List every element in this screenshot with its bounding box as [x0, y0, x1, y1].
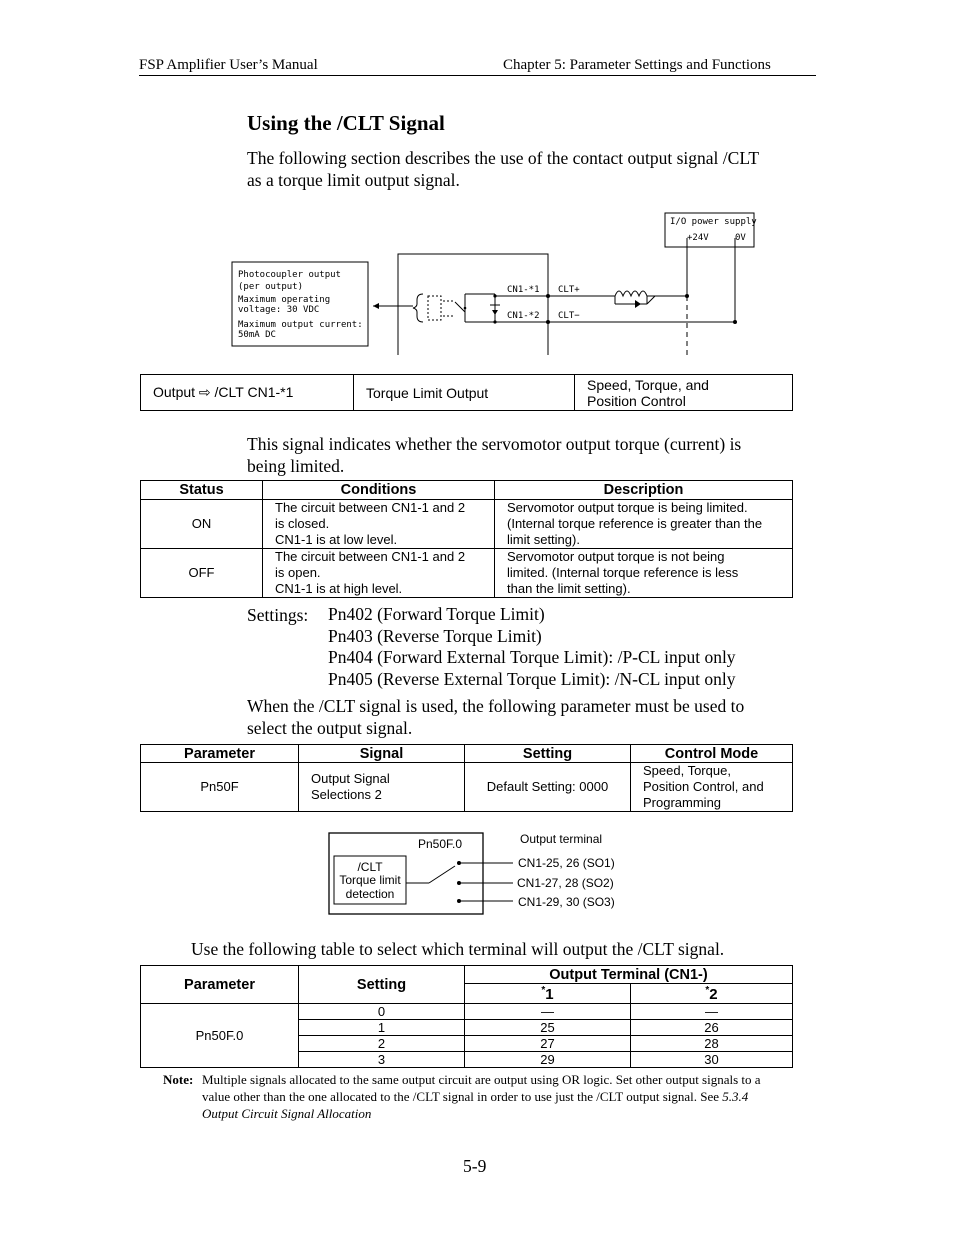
output-circuit-diagram [225, 208, 760, 358]
description-on: Servomotor output torque is being limited. (Internal torque reference is greater than the limit setting). [495, 500, 793, 549]
power-supply-label: I/O power supply [670, 217, 757, 227]
terminal-setting-header: Setting [299, 966, 465, 1004]
description-header: Description [495, 481, 793, 500]
note-text: Multiple signals allocated to the same output circuit are output using OR logic. Set other output signals to a value other than the one allocated to the /CLT signal in order to use just the /CLT output signal. See 5.3.4 Output Circuit Signal Allocation [202, 1072, 761, 1121]
clt-box-line-1: /CLT [357, 860, 383, 874]
terminal-table [140, 965, 793, 1068]
terminal-param-cell: Pn50F.0 [141, 1004, 299, 1068]
terminal-so3: CN1-29, 30 (SO3) [518, 895, 615, 909]
photocoupler-line-5: Maximum output current: [238, 320, 363, 330]
output-cell: Output ⇨ /CLT CN1-*1 [141, 375, 354, 411]
torque-limit-cell: Torque Limit Output [354, 375, 575, 411]
table-row [141, 549, 793, 598]
table-row: 1 25 26 [141, 1020, 793, 1036]
control-cell: Speed, Torque, and Position Control [575, 375, 793, 411]
zero-v-label: 0V [735, 233, 746, 243]
cn1-2-label: CN1-*2 [507, 311, 540, 321]
plus-24v-label: +24V [687, 233, 709, 243]
signal-cell: Output Signal Selections 2 [299, 763, 465, 812]
param-cell: Pn50F [141, 763, 299, 812]
table-row [141, 763, 793, 812]
photocoupler-line-4: voltage: 30 VDC [238, 305, 320, 315]
section-title: Using the /CLT Signal [247, 111, 445, 135]
clt-plus-label: CLT+ [558, 285, 580, 295]
output-signal-table [140, 374, 793, 411]
status-off: OFF [141, 549, 263, 598]
status-header: Status [141, 481, 263, 500]
output-terminal-header: Output Terminal (CN1-) [465, 966, 793, 984]
list-item: Pn403 (Reverse Torque Limit) [328, 625, 542, 646]
page-number: 5-9 [463, 1156, 487, 1176]
signal-text: This signal indicates whether the servomotor output torque (current) is being limited. [247, 434, 742, 476]
signal-header: Signal [299, 745, 465, 763]
setting-header: Setting [465, 745, 631, 763]
conditions-off: The circuit between CN1-1 and 2 is open. CN1-1 is at high level. [263, 549, 495, 598]
conditions-header: Conditions [263, 481, 495, 500]
table-row: 3 29 30 [141, 1052, 793, 1068]
status-table [140, 480, 793, 598]
settings-list [328, 604, 736, 690]
terminal-so2: CN1-27, 28 (SO2) [517, 876, 614, 890]
setting-cell: Default Setting: 0000 [465, 763, 631, 812]
note-label: Note: [163, 1072, 194, 1087]
intro-text: The following section describes the use of the contact output signal /CLT as a torque limit output signal. [247, 148, 760, 190]
terminal-param-header: Parameter [141, 966, 299, 1004]
header-left: FSP Amplifier User’s Manual [139, 57, 318, 73]
status-on: ON [141, 500, 263, 549]
terminal-select-diagram [325, 828, 625, 918]
parameter-table [140, 744, 793, 812]
use-text: Use the following table to select which terminal will output the /CLT signal. [191, 939, 725, 959]
param-header: Parameter [141, 745, 299, 763]
photocoupler-line-1: Photocoupler output [238, 270, 341, 280]
mode-cell: Speed, Torque, Position Control, and Programming [631, 763, 793, 812]
note-ref-title: Output Circuit Signal Allocation [202, 1106, 372, 1121]
table-row: 2 27 28 [141, 1036, 793, 1052]
terminal-2-header: *2 [631, 984, 793, 1004]
clt-box-line-2: Torque limit [339, 873, 401, 887]
table-row: Pn50F.0 0 — — [141, 1004, 793, 1020]
description-off: Servomotor output torque is not being limited. (Internal torque reference is less than the limit setting). [495, 549, 793, 598]
cn1-1-label: CN1-*1 [507, 285, 540, 295]
clt-minus-label: CLT− [558, 311, 580, 321]
photocoupler-line-2: (per output) [238, 282, 304, 292]
when-text: When the /CLT signal is used, the following parameter must be used to select the output signal. [247, 696, 745, 738]
list-item: Pn402 (Forward Torque Limit) [328, 604, 545, 624]
clt-box-line-3: detection [345, 887, 395, 901]
photocoupler-line-6: 50mA DC [238, 330, 276, 340]
table-row [141, 500, 793, 549]
list-item: Pn404 (Forward External Torque Limit): /P-CL input only [328, 647, 736, 667]
header-right: Chapter 5: Parameter Settings and Functions [503, 57, 771, 73]
header-rule [139, 75, 816, 76]
photocoupler-line-3: Maximum operating [238, 295, 331, 305]
list-item: Pn405 (Reverse External Torque Limit): /N-CL input only [328, 668, 736, 689]
pn50f0-label: Pn50F.0 [418, 837, 463, 851]
mode-header: Control Mode [631, 745, 793, 763]
terminal-so1: CN1-25, 26 (SO1) [518, 856, 615, 870]
conditions-on: The circuit between CN1-1 and 2 is closed. CN1-1 is at low level. [263, 500, 495, 549]
output-terminal-label: Output terminal [520, 832, 603, 846]
note-ref-section: 5.3.4 [722, 1089, 749, 1104]
settings-label: Settings: [247, 605, 309, 625]
terminal-1-header: *1 [465, 984, 631, 1004]
